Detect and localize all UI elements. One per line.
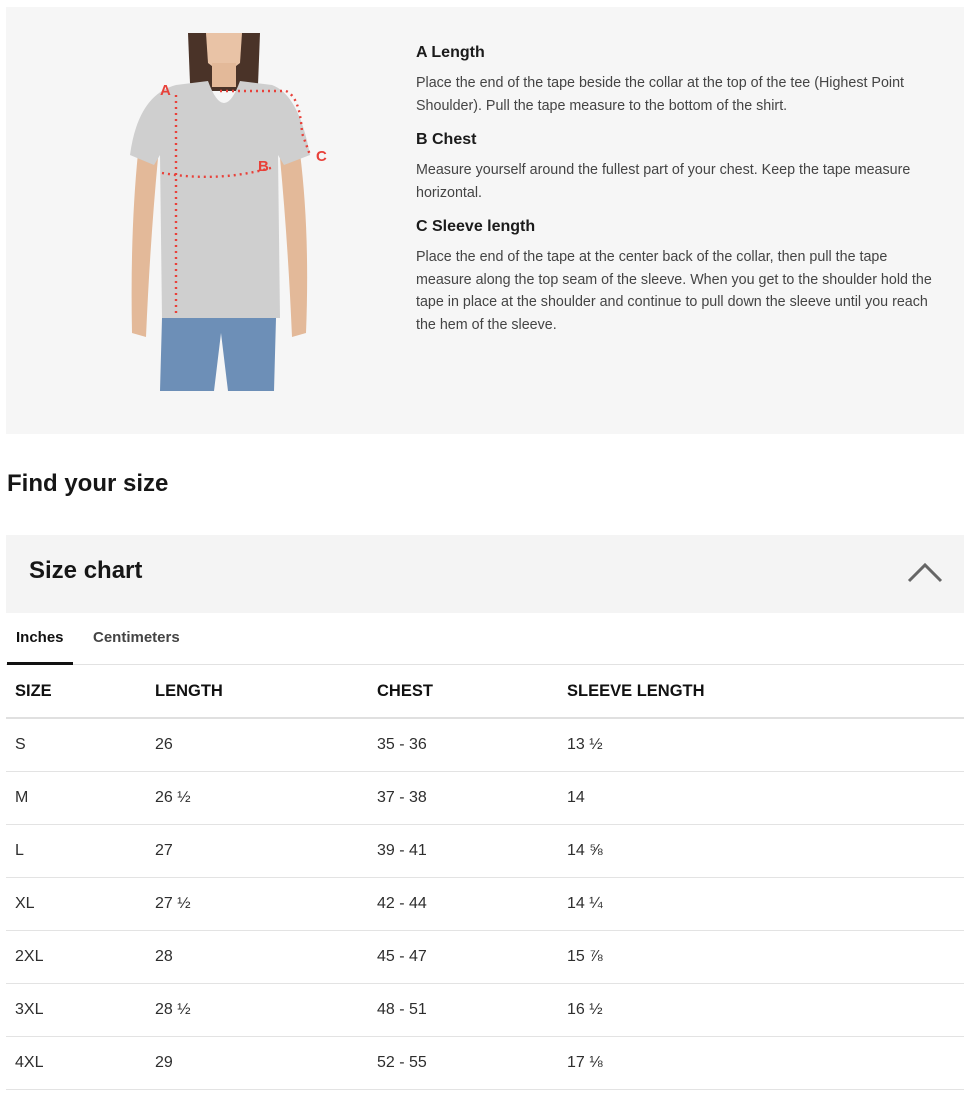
chest-cell: 42 - 44 (377, 895, 427, 912)
size-cell: 3XL (15, 1001, 44, 1018)
table-row (6, 825, 964, 878)
chest-cell: 39 - 41 (377, 842, 427, 859)
sleeve-heading: C Sleeve length (416, 218, 536, 235)
length-cell: 29 (155, 1054, 173, 1071)
header-chest: CHEST (377, 682, 433, 700)
length-cell: 26 (155, 736, 173, 753)
size-cell: M (15, 789, 29, 806)
model-neck (212, 63, 236, 87)
length-cell: 26 ½ (155, 789, 191, 806)
length-cell: 28 (155, 948, 173, 965)
sleeve-cell: 14 ⅝ (567, 842, 603, 859)
label-c: C (316, 148, 327, 165)
model-jeans (160, 318, 276, 391)
header-length: LENGTH (155, 682, 223, 700)
table-row (6, 719, 964, 772)
size-chart-title: Size chart (29, 557, 143, 584)
sleeve-text: Place the end of the tape at the center back of the collar, then pull the tape measure along the top seam of the sleeve. When you get to the shoulder hold the tape in place at the shoulder and continue to pull down the sleeve until you reach the hem of the sleeve. (416, 249, 932, 333)
sleeve-instruction (416, 217, 941, 336)
size-cell: 2XL (15, 948, 44, 965)
chest-cell: 48 - 51 (377, 1001, 427, 1018)
sleeve-cell: 14 ¼ (567, 895, 603, 912)
unit-tabs (6, 615, 964, 665)
tee-measurement-figure (124, 33, 327, 391)
label-b: B (258, 158, 269, 175)
measurement-guide (6, 7, 964, 434)
sleeve-cell: 16 ½ (567, 1001, 603, 1018)
header-sleeve-length: SLEEVE LENGTH (567, 682, 705, 700)
header-size: SIZE (15, 682, 52, 700)
size-cell: S (15, 736, 26, 753)
find-size-title: Find your size (7, 470, 169, 497)
chest-cell: 52 - 55 (377, 1054, 427, 1071)
length-cell: 27 (155, 842, 173, 859)
sleeve-cell: 13 ½ (567, 736, 603, 753)
chest-text: Measure yourself around the fullest part of your chest. Keep the tape measure horizontal. (416, 162, 911, 201)
size-table (6, 664, 964, 1090)
table-header-row (6, 664, 964, 719)
model-arm-right (280, 153, 307, 337)
length-instruction (416, 43, 941, 117)
chest-cell: 37 - 38 (377, 789, 427, 806)
chest-cell: 45 - 47 (377, 948, 427, 965)
sleeve-cell: 14 (567, 789, 585, 806)
table-row (6, 984, 964, 1037)
length-text: Place the end of the tape beside the collar at the top of the tee (Highest Point Shoulder). Pull the tape measure to the bottom of the shirt. (416, 75, 905, 114)
chest-cell: 35 - 36 (377, 736, 427, 753)
size-cell: L (15, 842, 24, 859)
chevron-up-icon[interactable] (906, 559, 944, 585)
tab-inches[interactable]: Inches (7, 615, 73, 665)
size-cell: 4XL (15, 1054, 44, 1071)
length-cell: 27 ½ (155, 895, 191, 912)
sleeve-cell: 17 ⅛ (567, 1054, 603, 1071)
label-a: A (160, 82, 171, 99)
table-row (6, 878, 964, 931)
table-row (6, 772, 964, 825)
tab-centimeters[interactable]: Centimeters (93, 629, 180, 646)
table-row (6, 1037, 964, 1090)
size-chart-accordion[interactable] (6, 535, 964, 613)
size-cell: XL (15, 895, 35, 912)
chest-heading: B Chest (416, 131, 477, 148)
sleeve-cell: 15 ⅞ (567, 948, 603, 965)
length-heading: A Length (416, 44, 485, 61)
measurement-instructions (416, 43, 941, 349)
length-cell: 28 ½ (155, 1001, 191, 1018)
table-row (6, 931, 964, 984)
chest-instruction (416, 130, 941, 204)
tee-shirt (130, 81, 310, 318)
model-arm-left (132, 153, 158, 337)
